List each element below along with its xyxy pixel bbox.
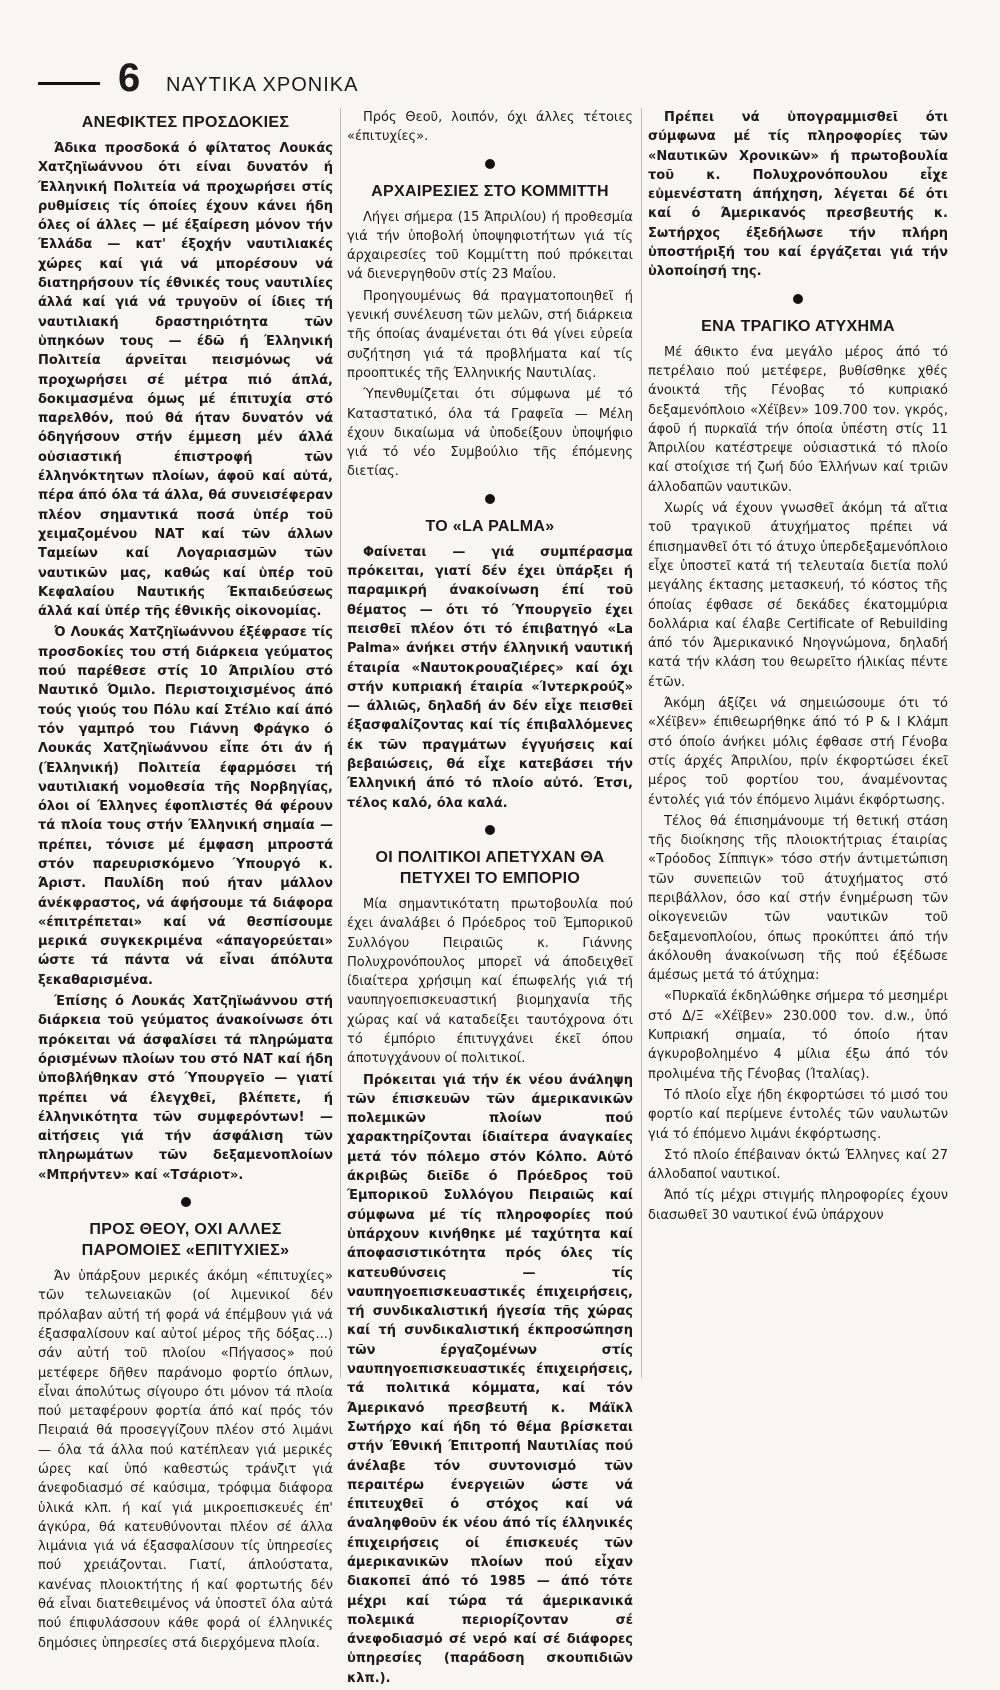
section-bullet [793, 294, 803, 304]
column-divider [641, 108, 642, 1378]
article-paragraph: Πρός Θεοῦ, λοιπόν, όχι άλλες τέτοιες «έπιτυχίες». [347, 110, 633, 145]
publication-title: ΝΑΥΤΙΚΑ ΧΡΟΝΙΚΑ [166, 74, 359, 96]
article-paragraph: Χωρίς νά έχουν γνωσθεῖ άκόμη τά αἴτια τοῦ τραγικοῦ άτυχήματος πρέπει νά έπισημανθεῖ ότι τό άτυχο ὑπερδεξαμενόπλοιο εἶχε ὑποστεῖ κατά τή τελευταία διετία πολύ μεγάλης έκτασης μετασκευή, τό κόστος τῆς όποίας έφθασε σέ δεκάδες έκατομμύρια δολλάρια καί έλαβε Certificate of Rebuilding άπό τόν Άμερικανικό Νηογνώμονα, δηλαδή κατά τήν κλάση του θεωρεῖτο ήλικίας πέντε έτῶν. [648, 501, 948, 690]
article-title: ΕΝΑ ΤΡΑΓΙΚΟ ΑΤΥΧΗΜΑ [701, 317, 895, 335]
article-paragraph: Ύπενθυμίζεται ότι σύμφωνα μέ τό Καταστατικό, όλα τά Γραφεῖα — Μέλη έχουν δικαίωμα νά ὑποδείξουν ὑποψήφιο γιά τό νέο Συμβούλιο τῆς έπόμενης διετίας. [347, 387, 633, 480]
article-paragraph: Λήγει σήμερα (15 Άπριλίου) ή προθεσμία γιά τήν ὑποβολή ὑποψηφιοτήτων γιά τίς άρχαιρεσίες τοῦ Κομμίττη πού πρόκειται νά διενεργηθοῦν στίς 23 Μαΐου. [347, 209, 633, 283]
article-paragraph: Άν ὑπάρξουν μερικές άκόμη «έπιτυχίες» τῶν τελωνειακῶν (οί λιμενικοί δέν πρόλαβαν αὐτή τή φορά νά έπέμβουν γιά νά έξασφαλίσουν καί αὐτοί μέρος τῆς δόξας...) σάν αὐτή τοῦ πλοίου «Πήγασος» πού μετέφερε δῆθεν παράνομο φορτίο όπλων, εἶναι άπολύτως σίγουρο ότι μόνον τά πλοία πού μεταφέρουν φορτία άπό καί πρός τόν Πειραιά θά προσεγγίζουν πλέον στό λιμάνι — όλα τά άλλα πού κατέπλεαν γιά μερικές ώρες καί ὑπό καθεστώς τράνζιτ γιά άνεφοδιασμό σέ καύσιμα, τρόφιμα διάφορα ὑλικά κλπ. ή καί γιά μικροεπισκευές έπ' άγκύρα, θά κατευθύνονται πλέον σέ άλλα λιμάνια γιά νά έξασφαλίσουν τίς ὑπηρεσίες πού χρειάζονται. Γιατί, άπλούστατα, κανένας πλοιοκτήτης ή καί φορτωτής δέν θά εἶναι διατεθειμένος νά ὑποστεῖ όλα αὐτά πού έπιφυλάσσουν κάθε φορά οί έλληνικές δημόσιες ὑπηρεσίες στά διερχόμενα πλοία. [38, 1269, 333, 1651]
article-paragraph: Φαίνεται — γιά συμπέρασμα πρόκειται, γιατί δέν έχει ὑπάρξει ή παραμικρή άνακοίνωση έπί τοῦ θέματος — ότι τό Ύπουργεῖο έχει πεισθεῖ πλέον ότι τό έπιβατηγό «La Palma» άνήκει στήν έλληνική ναυτική έταιρία «Ναυτοκρουαζιέρες» καί όχι στήν κυπριακή έταιρία «Ίντερκρούζ» — άλλιῶς, δηλαδή άν δέν εἶχε πεισθεῖ έξασφαλίζοντας καί τίς έπιβαλλόμενες έκ τῶν πραγμάτων έγγυήσεις καί βεβαιώσεις, θά εἶχε κατεβάσει τήν Έλληνική άπό τό πλοίο αὐτό. Έτσι, τέλος καλό, όλα καλά. [347, 544, 633, 811]
article-paragraph: Προηγουμένως θά πραγματοποιηθεῖ ή γενική συνέλευση τῶν μελῶν, στή διάρκεια τῆς όποίας άναμένεται ότι θά γίνει εὐρεία συζήτηση γιά τά προβλήματα καί τίς προοπτικές τῆς Έλληνικής Ναυτιλίας. [347, 288, 633, 381]
article-title: ΤΟ «LA PALMA» [425, 517, 555, 535]
article-paragraph: Μία σημαντικότατη πρωτοβουλία πού έχει άναλάβει ό Πρόεδρος τοῦ Έμπορικοῦ Συλλόγου Πειραιῶς κ. Γιάννης Πολυχρονόπουλος μπορεῖ νά άποδειχθεῖ ίδιαίτερα χρήσιμη καί έπωφελής γιά τή ναυπηγοεπισκευαστική βιομηχανία τῆς χώρας καί νά καταδείξει ταυτόχρονα ότι τό έμπόριο έπιτυγχάνει έκεῖ όπου άποτυγχάνουν οί πολιτικοί. [347, 896, 633, 1067]
section-bullet [485, 494, 495, 504]
article-paragraph: Άδικα προσδοκά ό φίλτατος Λουκάς Χατζηϊωάννου ότι είναι δυνατόν ή Έλληνική Πολιτεία νά προχωρήσει στίς ρυθμίσεις τίς όποίες έχουν κάνει ήδη όλες οί άλλες — μέ έξαίρεση μόνον τήν Έλλάδα — κατ' έξοχήν ναυτιλιακές χώρες καί γιά νά μπορέσουν νά διατηρήσουν τίς έθνικές τους ναυτιλίες άλλά καί γιά νά τρυγοῦν οί ίδιες τή ναυτιλιακή δραστηριότητα τῶν ὑπηκόων τους — έδῶ ή Έλληνική Πολιτεία άρνεῖται πεισμόνως νά προχωρήσει σέ μέτρα πιό άπλά, δοκιμασμένα όμως μέ έπιτυχία στό παρελθόν, πού θά ήταν δυνατόν νά όδηγήσουν στήν έμμεση μέν άλλά οὐσιαστική έπιστροφή τῶν έλληνόκτητων πλοίων, άφοῦ καί αὐτά, πέρα άπό όλα τά άλλα, θά συνεισέφεραν πλέον σημαντικά ποσά ὑπέρ τοῦ χειμαζομένου ΝΑΤ καί τῶν άλλων Ταμείων καί Λογαριασμῶν τῶν ναυτικῶν μας, καθώς καί ὑπέρ τοῦ Κεφαλαίου Ναυτικής Έκπαιδεύσεως άλλά καί ὑπέρ τῆς έθνικῆς οἰκονομίας. [38, 141, 333, 620]
article-paragraph: Ό Λουκάς Χατζηϊωάννου έξέφρασε τίς προσδοκίες του στή διάρκεια γεύματος πού παρέθεσε στίς 10 Άπριλίου στό Ναυτικό Όμιλο. Περιστοιχισμένος άπό τούς γιούς του Πόλυ καί Στέλιο καί άπό τόν γαμπρό του Γιάννη Φράγκο ό Λουκάς Χατζηϊωάννου εἶπε ότι άν ή (Έλληνική) Πολιτεία έφαρμόσει τή ναυτιλιακή νομοθεσία τῆς Νορβηγίας, όλοι οί Έλληνες έφοπλιστές θά φέρουν τά πλοία τους στήν Έλληνική σημαία — πρέπει, τόνισε μέ έμφαση μπροστά στόν παρευρισκόμενο Ύπουργό κ. Άριστ. Παυλίδη πού ήταν μάλλον άνέκφραστος, νά άφήσουμε τά διάφορα «έπιτρέπεται» καί νά θεσπίσουμε μερικά συγκεκριμένα «άπαγορεύεται» ώστε τά πάντα νά εἶναι άπόλυτα ξεκαθαρισμένα. [38, 625, 333, 988]
article-paragraph: «Πυρκαϊά έκδηλώθηκε σήμερα τό μεσημέρι στό Δ/Ξ «Χέϊβεν» 230.000 τον. d.w., ὑπό Κυπριακή σημαία, τό όποίο ήταν άγκυροβολημένο 4 μίλια έξω άπό τόν προλιμένα τῆς Γένοβας (Ίταλίας). [648, 989, 948, 1082]
article-paragraph: Μέ άθικτο ένα μεγάλο μέρος άπό τό πετρέλαιο πού μετέφερε, βυθίσθηκε χθές άνοικτά τῆς Γένοβας τό κυπριακό δεξαμενόπλοιο «Χέϊβεν» 109.700 τον. γκρός, άφοῦ ή πυρκαϊά τήν όποία ὑπέστη στίς 11 Άπριλίου κατέστρεψε οὐσιαστικά τό πλοίο καί στοίχισε τή ζωή δύο Έλλήνων καί τριῶν άλλοδαπῶν ναυτικῶν. [648, 344, 948, 495]
section-bullet [181, 1197, 191, 1207]
page-number: 6 [118, 56, 141, 100]
section-bullet [485, 825, 495, 835]
article-paragraph: Στό πλοίο έπέβαιναν όκτώ Έλληνες καί 27 άλλοδαποί ναυτικοί. [648, 1147, 948, 1183]
column-1 [38, 108, 333, 1655]
article-paragraph: Άπό τίς μέχρι στιγμής πληροφορίες έχουν διασωθεῖ 30 ναυτικοί ένῶ ὑπάρχουν [648, 1188, 948, 1223]
article-paragraph: Άκόμη άξίζει νά σημειώσουμε ότι τό «Χέϊβεν» έπιθεωρήθηκε άπό τό P & I Κλάμπ στό όποίο άνήκει μόλις έφθασε στή Γένοβα στίς άρχές Άπριλίου, πρίν έκφορτώσει έκεῖ μέρος τοῦ φορτίου του, άναμένοντας έντολές γιά τόν έπόμενο λιμάνι έκφόρτωσης. [648, 696, 948, 808]
section-bullet [485, 159, 495, 169]
page-header [38, 56, 968, 112]
article-paragraph: Έπίσης ό Λουκάς Χατζηϊωάννου στή διάρκεια τοῦ γεύματος άνακοίνωσε ότι πρόκειται νά άσφαλίσει τά πληρώματα όρισμένων πλοίων του στό ΝΑΤ καί ήδη ὑποβλήθηκαν στό Ύπουργεῖο — γιατί πρέπει νά έλεγχθεῖ, βλέπετε, ή έλληνικότητα τῶν συμφερόντων! — αἰτήσεις γιά τήν άσφάλιση τῶν πληρωμάτων τῶν δεξαμενοπλοίων «Μπρήντεν» καί «Τσάριοτ». [38, 994, 333, 1183]
article-title: ΠΡΟΣ ΘΕΟΥ, ΟΧΙ ΑΛΛΕΣ ΠΑΡΟΜΟΙΕΣ «ΕΠΙΤΥΧΙΕΣ» [81, 1221, 290, 1260]
article-paragraph: Τέλος θά έπισημάνουμε τή θετική στάση τῆς διοίκησης τῆς πλοιοκτήτριας έταιρίας «Τρόοδος Σίππιγκ» τόσο στήν άντιμετώπιση τῶν συνεπειῶν τοῦ άτυχήματος στό περιβάλλον, όσο καί στήν ένημέρωση τῶν οἰκογενειῶν τῶν ναυτικῶν τοῦ δεξαμενοπλοίου, όπως προκύπτει άπό τήν άκόλουθη άνακοίνωση τῆς πού έξέδωσε άμέσως μετά τό άτύχημα: [648, 813, 948, 984]
article-title: ΟΙ ΠΟΛΙΤΙΚΟΙ ΑΠΕΤΥΧΑΝ ΘΑ ΠΕΤΥΧΕΙ ΤΟ ΕΜΠΟΡΙΟ [375, 848, 605, 887]
article-title: ΑΝΕΦΙΚΤΕΣ ΠΡΟΣΔΟΚΙΕΣ [81, 114, 290, 131]
column-3 [648, 108, 948, 1227]
column-divider [340, 108, 341, 1378]
article-paragraph: Τό πλοίο εἶχε ήδη έκφορτώσει τό μισό του φορτίο καί περίμενε έντολές τῶν ναυλωτῶν γιά τό έπόμενο λιμάνι έκφόρτωσης. [648, 1087, 948, 1142]
article-paragraph: Πρέπει νά ὑπογραμμισθεῖ ότι σύμφωνα μέ τίς πληροφορίες τῶν «Ναυτικῶν Χρονικῶν» ή πρωτοβουλία τοῦ κ. Πολυχρονόπουλου εἶχε εὐμενέστατη άπήχηση, λέγεται δέ ότι καί ό Άμερικανός πρεσβευτής κ. Σωτήρχος έξεδήλωσε τήν πλήρη ὑποστήριξή του καί έργάζεται γιά τήν ὑλοποίησή της. [648, 110, 948, 280]
column-2 [347, 108, 633, 1690]
article-title: ΑΡΧΑΙΡΕΣΙΕΣ ΣΤΟ ΚΟΜΜΙΤΤΗ [371, 182, 609, 200]
header-rule [38, 82, 100, 85]
article-paragraph: Πρόκειται γιά τήν έκ νέου άνάληψη τῶν έπισκευῶν τῶν άμερικανικῶν πολεμικῶν πλοίων πού χαρακτηρίζονται ίδιαίτερα άναγκαίες μετά τόν πόλεμο στόν Κόλπο. Αὐτό άκριβῶς διεῖδε ό Πρόεδρος τοῦ Έμπορικοῦ Συλλόγου Πειραιῶς καί σύμφωνα μέ τίς πληροφορίες πού ὑπάρχουν κινήθηκε μέ ταχύτητα καί άποφασιστικότητα πρός όλες τίς κατευθύνσεις — τίς ναυπηγοεπισκευαστικές έπιχειρήσεις, τή συνδικαλιστική ήγεσία τῆς χώρας καί τή συνδικαλιστική έκπροσώπηση τῶν έργαζομένων στίς ναυπηγοεπισκευαστικές έπιχειρήσεις, τά πολιτικά κόμματα, καί τόν Άμερικανό πρεσβευτή κ. Μάϊκλ Σωτήρχο καί ήδη τό θέμα βρίσκεται στήν Έθνική Έπιτροπή Ναυτιλίας πού άνέλαβε τόν συντονισμό τῶν περαιτέρω ένεργειῶν ώστε νά έπιτευχθεῖ ό στόχος καί νά άναληφθοῦν έκ νέου άπό τίς έλληνικές έπιχειρήσεις οί έπισκευές τῶν άμερικανικῶν πλοίων πού εἶχαν διακοπεῖ άπό τό 1985 — άπό τότε μέχρι καί τώρα τά άμερικανικά πολεμικά περιορίζονταν σέ άνεφοδιασμό σέ νερό καί σέ διάφορες ὑπηρεσίες (παράδοση σκουπιδιῶν κλπ.). [347, 1072, 633, 1686]
